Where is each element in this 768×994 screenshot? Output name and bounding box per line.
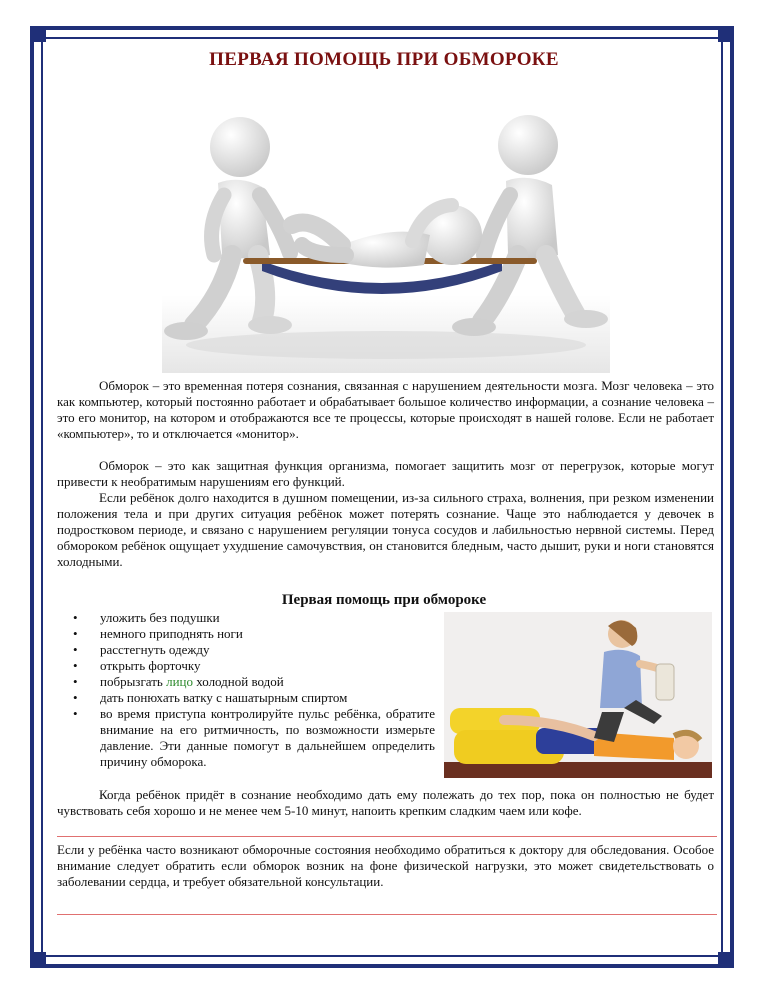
list-item: • уложить без подушки <box>57 610 435 626</box>
first-aid-heading: Первая помощь при обмороке <box>281 592 487 608</box>
list-item: • дать понюхать ватку с нашатырным спиртом <box>57 690 435 706</box>
divider <box>57 836 717 837</box>
list-item: • немного приподнять ноги <box>57 626 435 642</box>
stretcher-illustration <box>162 95 610 373</box>
highlighted-word: лицо <box>166 674 193 689</box>
intro-paragraph-3: Если ребёнок долго находится в душном помещении, из-за сильного страха, волнения, при резком изменении положения тела и при других ситуация ребёнок может потерять сознание. Чаще это наблюдается у девочек в подростковом периоде, и связано с нарушением регуляции тонуса сосудов и лабильностью нервной системы. Перед обмороком ребёнок ощущает ухудшение самочувствия, он становится бледным, часто дышит, руки и ноги становятся холодными. <box>57 490 714 569</box>
list-item: • во время приступа контролируйте пульс ребёнка, обратите внимание на его ритмичность, по возможности измерьте давление. Эти данные помогут в дальнейшем определить причину обморока. <box>57 706 435 770</box>
patient-figure <box>292 205 482 268</box>
note-paragraph: Если у ребёнка часто возникают обморочные состояния необходимо обратиться к доктору для обследования. Особое внимание следует обратить если обморок возник на фоне физической нагрузки, это может свидетельствовать о заболевании сердца, и требует обязательной консультации. <box>57 842 714 889</box>
first-aid-list <box>57 610 435 770</box>
border-corner <box>32 28 46 42</box>
divider <box>57 914 717 915</box>
intro-paragraph-2: Обморок – это как защитная функция организма, помогает защитить мозг от перегрузок, которые могут привести к необратимым нарушениям его функций. <box>57 458 714 489</box>
list-item: • расстегнуть одежду <box>57 642 435 658</box>
first-aid-photo <box>444 612 712 778</box>
after-paragraph: Когда ребёнок придёт в сознание необходимо дать ему полежать до тех пор, пока он полностью не будет чувствовать себя хорошо и не менее чем 5-10 минут, напоить крепким сладким чаем или кофе. <box>57 787 714 818</box>
list-item: • открыть форточку <box>57 658 435 674</box>
list-item-text: холодной водой <box>192 674 284 689</box>
border-corner <box>718 952 732 966</box>
list-item-text: побрызгать <box>100 674 167 689</box>
border-corner <box>32 952 46 966</box>
intro-paragraph-1: Обморок – это временная потеря сознания, связанная с нарушением деятельности мозга. Мозг человека – это как компьютер, который постоянно работает и обрабатывает большое количество информации, а сознание человека – это его монитор, на котором и отображаются все те процессы, которые происходят в нашей голове. Если не работает «компьютер», то и отключается «монитор». <box>57 378 714 441</box>
border-corner <box>718 28 732 42</box>
list-item <box>57 674 435 690</box>
page-title: ПЕРВАЯ ПОМОЩЬ ПРИ ОБМОРОКЕ <box>209 49 559 70</box>
